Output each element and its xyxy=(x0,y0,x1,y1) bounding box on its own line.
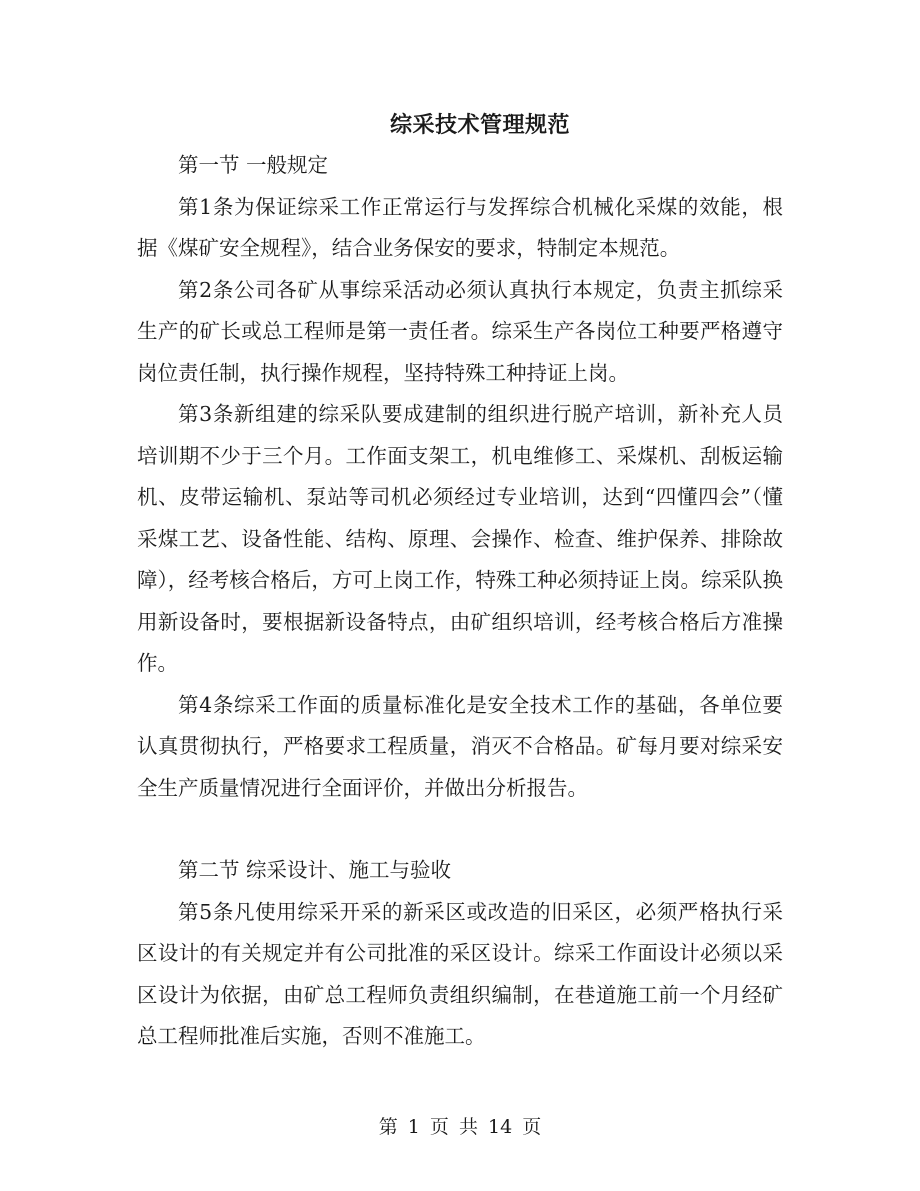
article-1-paragraph: 第1条为保证综采工作正常运行与发挥综合机械化采煤的效能，根据《煤矿安全规程》，结合业务保安的要求，特制定本规范。 xyxy=(137,194,783,260)
article-4-paragraph: 第4条综采工作面的质量标准化是安全技术工作的基础，各单位要认真贯彻执行，严格要求工程质量，消灭不合格品。矿每月要对综采安全生产质量情况进行全面评价，并做出分析报告。 xyxy=(137,692,783,800)
article-2-paragraph: 第2条公司各矿从事综采活动必须认真执行本规定，负责主抓综采生产的矿长或总工程师是第一责任者。综采生产各岗位工种要严格遵守岗位责任制，执行操作规程，坚持特殊工种持证上岗。 xyxy=(137,277,783,385)
document-title: 综采技术管理规范 xyxy=(389,112,570,138)
article-5-paragraph: 第5条凡使用综采开采的新采区或改造的旧采区，必须严格执行采区设计的有关规定并有公司批准的采区设计。综采工作面设计必须以采区设计为依据，由矿总工程师负责组织编制，在巷道施工前一个月经矿总工程师批准后实施，否则不准施工。 xyxy=(137,899,783,1048)
page-number-footer: 第 1 页 共 14 页 xyxy=(378,1116,542,1138)
document-body xyxy=(137,145,783,1058)
section-heading: 第一节 一般规定 xyxy=(178,153,329,177)
section-spacer xyxy=(137,809,783,850)
section-heading: 第二节 综采设计、施工与验收 xyxy=(178,858,452,882)
article-3-paragraph: 第3条新组建的综采队要成建制的组织进行脱产培训，新补充人员培训期不少于三个月。工作面支架工，机电维修工、采煤机、刮板运输机、皮带运输机、泵站等司机必须经过专业培训，达到“四懂四会”（懂采煤工艺、设备性能、结构、原理、会操作、检查、维护保养、排除故障），经考核合格后，方可上岗工作，特殊工种必须持证上岗。综采队换用新设备时，要根据新设备特点，由矿组织培训，经考核合格后方准操作。 xyxy=(137,402,783,675)
